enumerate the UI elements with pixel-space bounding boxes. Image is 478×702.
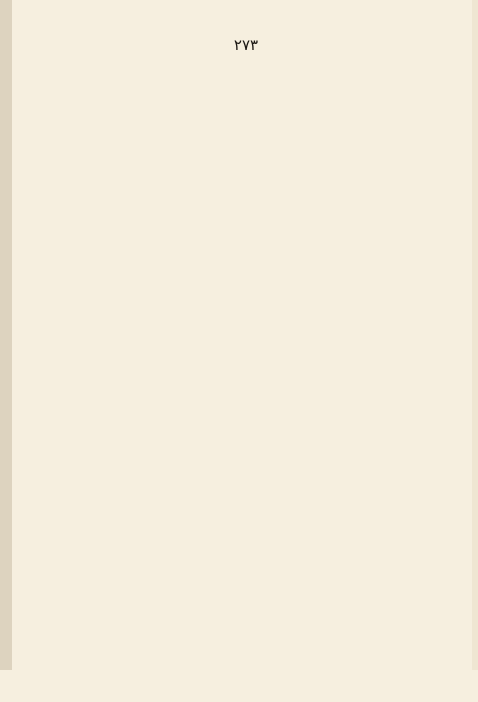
text-line: [44, 64, 448, 90]
section-heading-text: [44, 408, 448, 442]
text-line: [44, 500, 448, 526]
section-heading: [44, 610, 448, 644]
paragraph: [44, 64, 448, 168]
text-line: [198, 376, 448, 402]
paragraph: [44, 272, 448, 402]
text-line: [44, 474, 448, 500]
text-line: [198, 200, 448, 226]
paragraph: [44, 448, 448, 604]
text-line: [44, 90, 448, 116]
text-line: [44, 650, 448, 676]
page-number: ٢٧٣: [233, 36, 259, 54]
text-line: [44, 298, 448, 324]
paragraph: [44, 650, 448, 702]
text-line: [44, 116, 448, 142]
paragraph: [44, 174, 448, 226]
text-line: [44, 448, 448, 474]
text-line: [44, 174, 448, 200]
page-body: [44, 64, 448, 702]
text-line: [198, 142, 448, 168]
section-heading-text: [44, 232, 448, 266]
text-line: [198, 676, 448, 702]
text-line: [44, 526, 448, 552]
book-spine-shadow: [0, 0, 12, 670]
section-heading-text: [44, 610, 448, 644]
section-heading: [44, 232, 448, 266]
text-line: [44, 552, 448, 578]
text-line: [44, 272, 448, 298]
section-heading: [44, 408, 448, 442]
text-line: [44, 350, 448, 376]
text-line: [198, 578, 448, 604]
text-line: [44, 324, 448, 350]
page-edge: [472, 0, 478, 670]
